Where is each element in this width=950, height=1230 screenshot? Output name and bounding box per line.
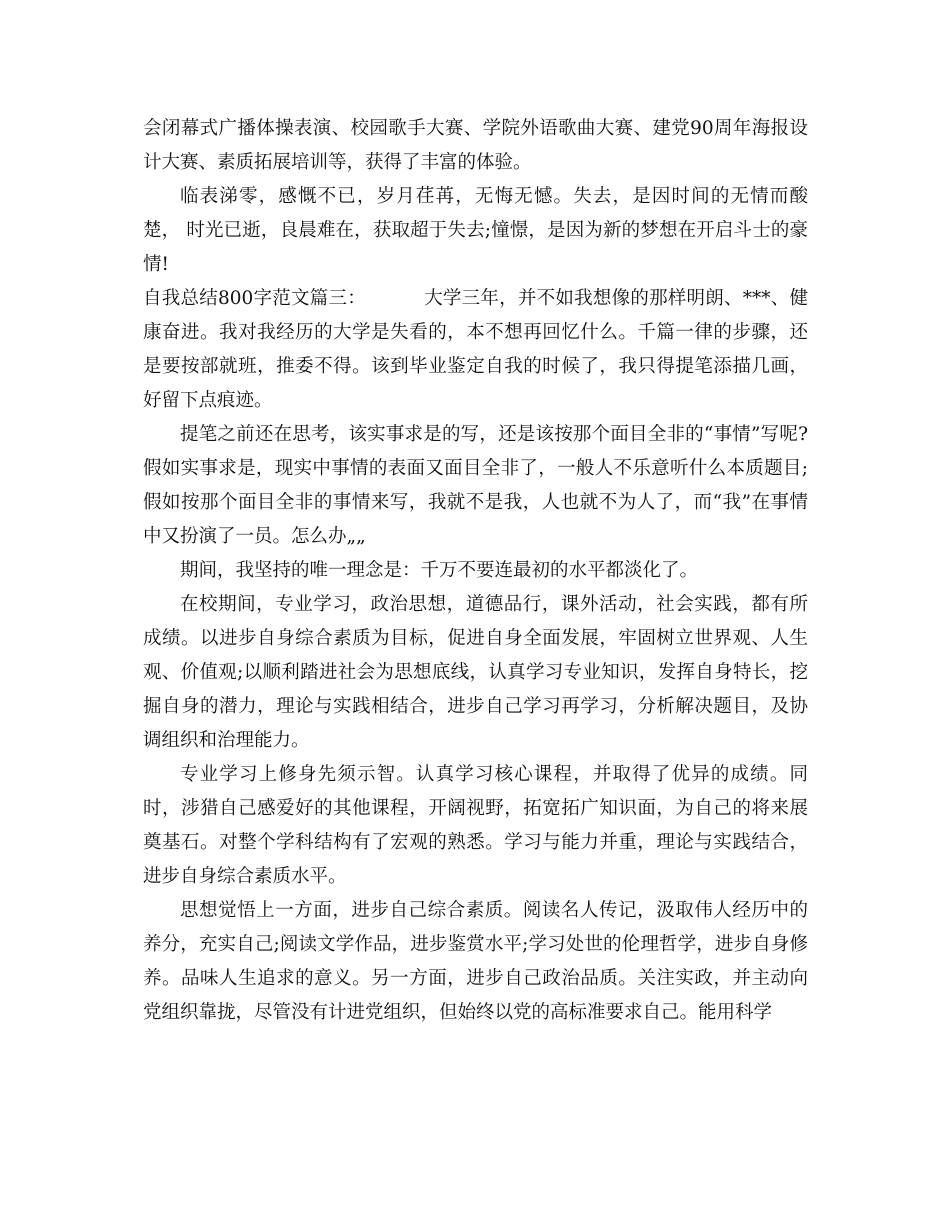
- paragraph-4: 提笔之前还在思考，该实事求是的写，还是该按那个面目全非的“事情”写呢?假如实事求是，现实中事情的表面又面目全非了，一般人不乐意听什么本质题目;假如按那个面目全非的事情来写，我就不是我，人也就不为人了，而“我”在事情中又扮演了一员。怎么办„„: [143, 424, 808, 547]
- document-body: [143, 112, 808, 1030]
- section-heading: 自我总结800字范文篇三：: [143, 288, 366, 309]
- paragraph-6: 在校期间，专业学习，政治思想，道德品行，课外活动，社会实践，都有所成绩。以进步自身综合素质为目标，促进自身全面发展，牢固树立世界观、人生观、价值观;以顺利踏进社会为思想底线，认真学习专业知识，发挥自身特长，挖掘自身的潜力，理论与实践相结合，进步自己学习再学习，分析解决题目，及协调组织和治理能力。: [143, 594, 808, 751]
- paragraph-3: [143, 282, 808, 418]
- paragraph-3-text: 大学三年，并不如我想像的那样明朗、***、健康奋进。我对我经历的大学是失看的，本不想再回忆什么。千篇一律的步骤，还是要按部就班，推委不得。该到毕业鉴定自我的时候了，我只得提笔添描几画，好留下点痕迹。: [143, 288, 808, 411]
- paragraph-8: 思想觉悟上一方面，进步自己综合素质。阅读名人传记，汲取伟人经历中的养分，充实自己;阅读文学作品，进步鉴赏水平;学习处世的伦理哲学，进步自身修养。品味人生追求的意义。另一方面，进步自己政治品质。关注实政，并主动向党组织靠拢，尽管没有计进党组织，但始终以党的高标准要求自己。能用科学: [143, 900, 808, 1023]
- paragraph-2: 临表涕零，感慨不已，岁月荏苒，无悔无憾。失去，是因时间的无情而酸楚， 时光已逝，良晨难在，获取超于失去;憧憬，是因为新的梦想在开启斗士的豪情!: [143, 186, 808, 275]
- paragraph-1: 会闭幕式广播体操表演、校园歌手大赛、学院外语歌曲大赛、建党90周年海报设计大赛、素质拓展培训等，获得了丰富的体验。: [143, 118, 808, 173]
- paragraph-5: 期间，我坚持的唯一理念是：千万不要连最初的水平都淡化了。: [180, 560, 699, 581]
- paragraph-7: 专业学习上修身先须示智。认真学习核心课程，并取得了优异的成绩。同时，涉猎自己感爱好的其他课程，开阔视野，拓宽拓广知识面，为自己的将来展奠基石。对整个学科结构有了宏观的熟悉。学习与能力并重，理论与实践结合，进步自身综合素质水平。: [143, 764, 808, 887]
